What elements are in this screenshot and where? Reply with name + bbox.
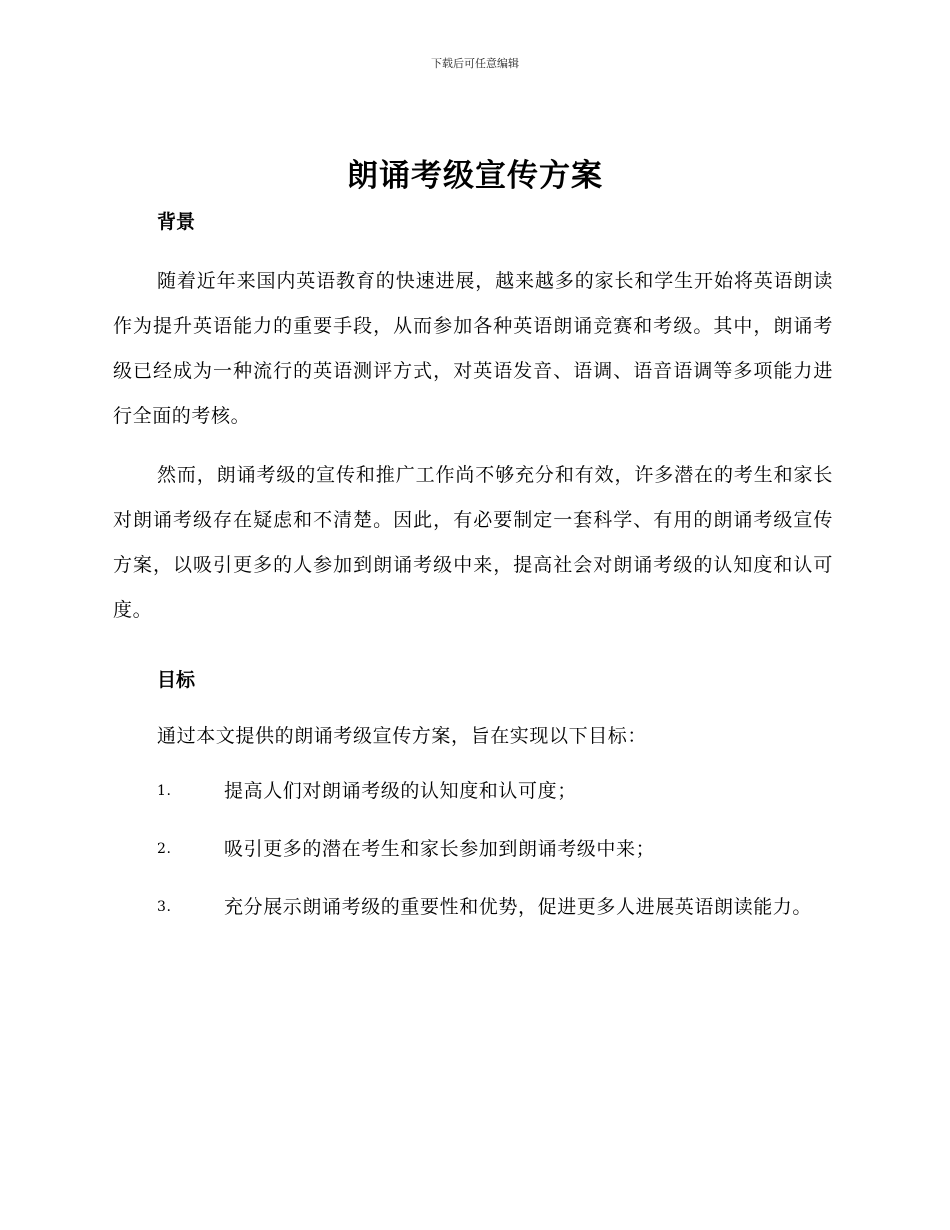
document-title: 朗诵考级宣传方案 — [347, 158, 603, 194]
section-heading-background: 背景 — [157, 211, 196, 233]
list-item-text: 充分展示朗诵考级的重要性和优势，促进更多人进展英语朗读能力。 — [224, 896, 813, 918]
list-item — [113, 827, 833, 872]
list-item-number: 1. — [157, 783, 172, 799]
list-item — [113, 769, 833, 814]
document-body — [113, 205, 833, 930]
list-item — [113, 885, 833, 930]
list-item-number: 3. — [157, 899, 172, 915]
background-paragraph-2: 然而，朗诵考级的宣传和推广工作尚不够充分和有效，许多潜在的考生和家长对朗诵考级存在疑虑和不清楚。因此，有必要制定一套科学、有用的朗诵考级宣传方案，以吸引更多的人参加到朗诵考级中来，提高社会对朗诵考级的认知度和认可度。 — [113, 464, 833, 621]
goals-intro: 通过本文提供的朗诵考级宣传方案，旨在实现以下目标： — [157, 725, 648, 747]
section-heading-goals: 目标 — [157, 669, 196, 691]
list-item-text: 吸引更多的潜在考生和家长参加到朗诵考级中来； — [224, 838, 656, 860]
list-item-text: 提高人们对朗诵考级的认知度和认可度； — [224, 780, 577, 802]
page-header-note: 下载后可任意编辑 — [431, 57, 519, 70]
list-item-number: 2. — [157, 841, 172, 857]
background-paragraph-1: 随着近年来国内英语教育的快速进展，越来越多的家长和学生开始将英语朗读作为提升英语能力的重要手段，从而参加各种英语朗诵竞赛和考级。其中，朗诵考级已经成为一种流行的英语测评方式，对英语发音、语调、语音语调等多项能力进行全面的考核。 — [113, 270, 833, 427]
